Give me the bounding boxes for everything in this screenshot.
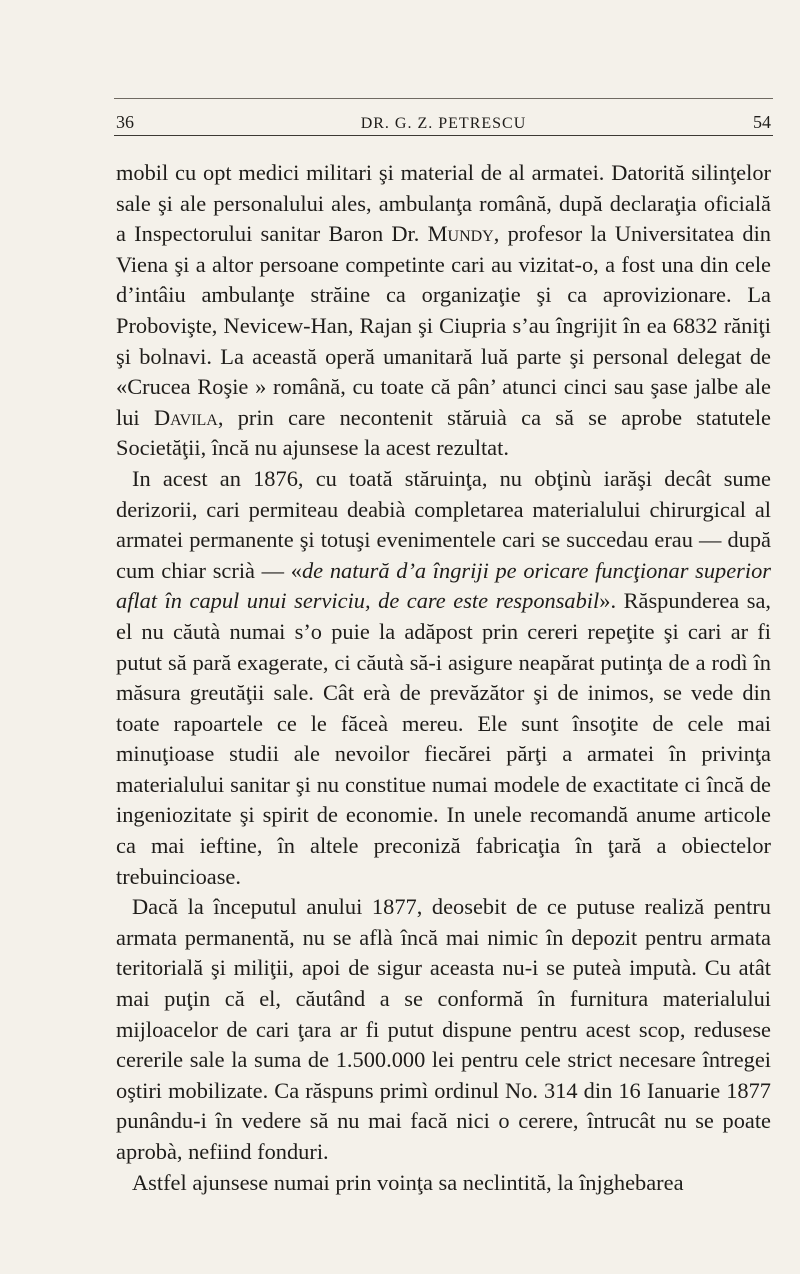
running-title: DR. G. Z. PETRESCU bbox=[360, 115, 527, 132]
note-number: 54 bbox=[752, 112, 771, 132]
paragraph-2 bbox=[116, 464, 771, 892]
paragraph-1-part-a: mobil cu opt medici militari şi material de al armatei. Datorită silinţelor sale şi ale personalului ales, ambulanţa română, după declaraţia oficială a Inspectorului sanitar Baron Dr. bbox=[116, 160, 771, 247]
paragraph-1-part-b: , profesor la Universitatea din Viena şi a altor persoane competinte cari au vizitat-o, a fost una din cele d’intâiu ambulanţe străine ca organizaţie şi ca aprovizionare. La Probovişte, Nevicew-Han, Rajan şi Ciupria s’au îngrijit în ea 6832 răniţi şi bolnavi. La această operă umanitară luă parte şi personal delegat de «Crucea Roşie » română, cu toate că pân’ atunci cinci sau şase jalbe ale lui bbox=[116, 221, 771, 430]
paragraph-1-part-c: , prin care necontenit stăruià ca să se aprobe statutele Societăţii, încă nu ajunsese la acest rezultat. bbox=[116, 404, 771, 461]
paragraph-3: Dacă la începutul anului 1877, deosebit de ce putuse realiză pentru armata permanentă, nu se aflà încă mai nimic în depozit pentru armata teritorială şi miliţii, apoi de sigur aceasta nu-i se puteà imputà. Cu atât mai puţin că el, căutând a se conformă în furnitura materialului mijloacelor de cari ţara ar fi putut dispune pentru acest scop, redusese cererile sale la suma de 1.500.000 lei pentru cele strict necesare întregei oştiri mobilizate. Ca răspuns primì ordinul No. 314 din 16 Ianuarie 1877 punându-i în vedere să nu mai facă nici o cerere, întrucât nu se poate aprobà, nefiind fonduri. bbox=[116, 894, 771, 1164]
paragraph-2-part-a: In acest an 1876, cu toată stăruinţa, nu obţinù iarăşi decât sume derizorii, cari permiteau deabià completarea materialului chirurgical al armatei permanente şi totuşi evenimentele cari se succedau erau — după cum chiar scrià — « bbox=[116, 465, 771, 583]
running-header bbox=[116, 103, 771, 133]
paragraph-1 bbox=[116, 158, 771, 464]
name-davila: Davila bbox=[153, 404, 218, 430]
body-text bbox=[116, 158, 771, 1198]
header-bottom-rule bbox=[114, 135, 773, 136]
paragraph-2-part-b: ». Răspunderea sa, el nu căutà numai s’o puie la adăpost prin cereri repeţite şi cari ar fi putut să pară exagerate, ci căutà să-i asigure neapărat putinţa de a rodì în măsura greutăţii sale. Cât erà de prevăzător şi de inimos, se vede din toate rapoartele ce le făceà mereu. Ele sunt însoţite de cele mai minuţioase studii ale nevoilor fiecărei părţi a armatei în privinţa materialului sanitar şi nu constitue numai modele de exactitate ci încă de ingeniozitate şi spirit de economie. In unele recomandă anume articole ca mai ieftine, în altele preconiză fabricaţia în ţară a obiectelor trebuincioase. bbox=[116, 588, 771, 889]
header-top-rule bbox=[114, 98, 773, 99]
italic-quote: de natură d’a îngriji pe oricare funcţionar superior aflat în capul unui serviciu, de care este responsabil bbox=[116, 557, 771, 614]
paragraph-4: Astfel ajunsese numai prin voinţa sa neclintită, la înjghebarea bbox=[132, 1169, 684, 1195]
name-mundy: Mundy bbox=[427, 221, 494, 247]
page-number: 36 bbox=[116, 112, 134, 132]
